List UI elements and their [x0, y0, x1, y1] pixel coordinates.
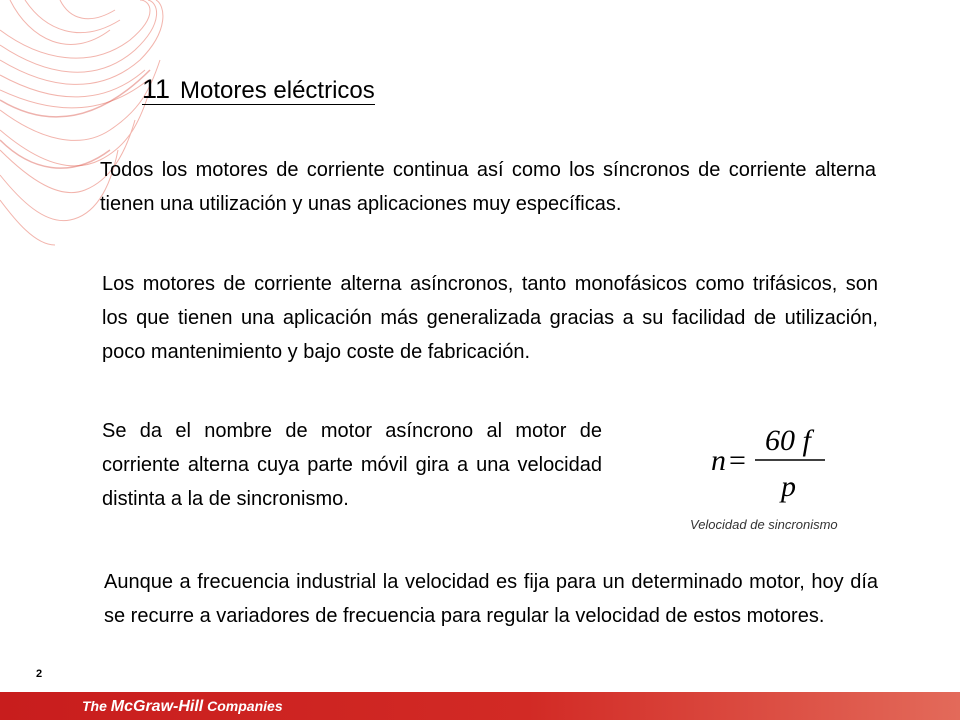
chapter-title: Motores eléctricos	[180, 77, 375, 104]
formula-denominator: p	[781, 470, 796, 503]
page-number: 2	[36, 668, 43, 680]
slide-title	[142, 76, 375, 105]
synchronous-speed-formula	[705, 418, 855, 508]
formula-equals: =	[729, 444, 746, 477]
publisher-logo-text	[82, 698, 283, 716]
formula-numerator: 60 f	[765, 424, 811, 457]
decorative-swirl-graphic	[0, 0, 200, 260]
footer-brand: McGraw-Hill	[110, 698, 204, 715]
paragraph-frequency-variators: Aunque a frecuencia industrial la velocidad es fija para un determinado motor, hoy día se recurre a variadores de frecuencia para regular la velocidad de estos motores.	[104, 571, 878, 627]
chapter-number: 11	[142, 74, 171, 104]
footer-bar	[0, 692, 960, 720]
paragraph-async-definition: Se da el nombre de motor asíncrono al motor de corriente alterna cuya parte móvil gira a una velocidad distinta a la de sincronismo.	[102, 420, 602, 510]
paragraph-async-motors: Los motores de corriente alterna asíncronos, tanto monofásicos como trifásicos, son los que tienen una aplicación más generalizada gracias a su facilidad de utilización, poco mantenimiento y bajo coste de fabricación.	[102, 273, 878, 363]
formula-caption: Velocidad de sincronismo	[690, 517, 838, 532]
footer-prefix: The	[82, 698, 111, 714]
formula-lhs: n	[711, 444, 726, 477]
footer-suffix: Companies	[203, 698, 283, 714]
paragraph-dc-synchronous-motors: Todos los motores de corriente continua así como los síncronos de corriente alterna tienen una utilización y unas aplicaciones muy específicas.	[100, 159, 876, 215]
